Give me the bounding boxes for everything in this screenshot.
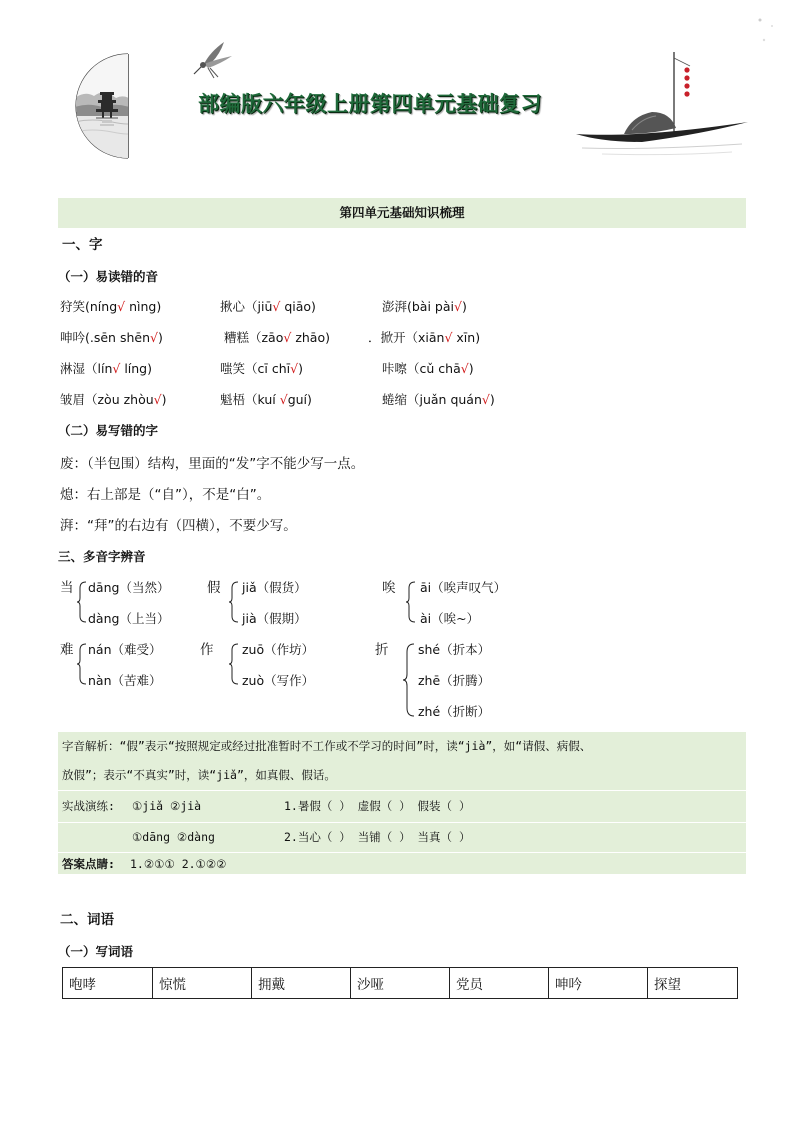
brace bbox=[228, 580, 240, 624]
word-cell: 呻吟 bbox=[549, 968, 648, 999]
poly-reading: jià（假期） bbox=[242, 611, 307, 626]
analysis-divider bbox=[58, 822, 746, 823]
pron-item: 淋湿（lín√ líng) bbox=[60, 361, 152, 376]
analysis-line-1: 字音解析：“假”表示“按照规定或经过批准暂时不工作或不学习的时间”时，读“jià”，如“请假、病假、 bbox=[62, 739, 592, 753]
poly-reading: nàn（苦难） bbox=[88, 673, 162, 688]
pron-item: 嗤笑（cī chī√) bbox=[220, 361, 303, 376]
analysis-divider bbox=[58, 790, 746, 791]
page-title: 部编版六年级上册第四单元基础复习 bbox=[198, 92, 542, 116]
writing-note-1: 废：（半包围）结构，里面的“发”字不能少写一点。 bbox=[60, 456, 365, 472]
pron-item: 皱眉（zòu zhòu√) bbox=[60, 392, 167, 407]
pron-row-1 bbox=[60, 298, 760, 318]
pron-item: 澎湃(bài pài√) bbox=[382, 299, 467, 314]
check-mark: √ bbox=[279, 392, 288, 407]
check-mark: √ bbox=[481, 392, 490, 407]
section-title: 第四单元基础知识梳理 bbox=[339, 205, 465, 220]
check-mark: √ bbox=[290, 361, 299, 376]
brace bbox=[405, 580, 417, 624]
pron-row-3 bbox=[60, 360, 760, 380]
practice-options-2: ①dāng ②dàng bbox=[132, 830, 215, 844]
poly-char: 难 bbox=[60, 642, 74, 658]
answer-label: 答案点睛: bbox=[62, 857, 115, 871]
practice-question-2: 2.当心（ ） 当铺（ ） 当真（ ） bbox=[284, 830, 471, 844]
check-mark: √ bbox=[112, 361, 121, 376]
part1-heading: 一、字 bbox=[62, 237, 103, 253]
check-mark: √ bbox=[150, 330, 158, 345]
part2-heading: 二、词语 bbox=[60, 912, 114, 928]
poly-reading: shé（折本） bbox=[418, 642, 491, 657]
poly-reading: nán（难受） bbox=[88, 642, 162, 657]
sub2-heading: （二）易写错的字 bbox=[58, 423, 159, 438]
poly-reading: jiǎ（假货） bbox=[242, 580, 307, 595]
pron-row-4 bbox=[60, 391, 760, 411]
writing-note-2: 熄：右上部是（“自”），不是“白”。 bbox=[60, 487, 271, 503]
brace bbox=[76, 642, 88, 686]
sub1-heading: （一）易读错的音 bbox=[58, 269, 159, 284]
analysis-line-2: 放假”；表示“不真实”时，读“jiǎ”，如真假、假话。 bbox=[62, 768, 336, 782]
poly-char: 当 bbox=[60, 580, 74, 596]
pron-item: 咔嚓（cǔ chā√) bbox=[382, 361, 474, 376]
poly-char: 唉 bbox=[382, 580, 396, 596]
pagoda-landscape-icon bbox=[72, 52, 132, 160]
table-row bbox=[63, 968, 738, 999]
analysis-divider bbox=[58, 852, 746, 853]
part2-sub1-heading: （一）写词语 bbox=[58, 944, 134, 959]
pron-row-2 bbox=[60, 329, 760, 349]
answer-text: 1.②①① 2.①②② bbox=[130, 857, 227, 871]
pron-item: 揪心（jiū√ qiāo) bbox=[220, 299, 316, 314]
word-cell: 拥戴 bbox=[252, 968, 351, 999]
check-mark: √ bbox=[153, 392, 162, 407]
writing-note-3: 湃：“拜”的右边有（四横），不要少写。 bbox=[60, 518, 297, 534]
poly-char: 假 bbox=[207, 580, 221, 596]
poly-reading: dàng（上当） bbox=[88, 611, 170, 626]
poly-reading: dāng（当然） bbox=[88, 580, 170, 595]
poly-reading: zuō（作坊） bbox=[242, 642, 315, 657]
check-mark: √ bbox=[283, 330, 292, 345]
check-mark: √ bbox=[272, 299, 281, 314]
sub3-heading: 三、多音字辨音 bbox=[58, 549, 146, 564]
poly-reading: zhé（折断） bbox=[418, 704, 491, 719]
page-decor-dots bbox=[752, 12, 782, 52]
check-mark: √ bbox=[460, 361, 469, 376]
pron-item: 呻吟(.sēn shēn√) bbox=[60, 330, 163, 345]
poly-reading: ài（唉~） bbox=[420, 611, 480, 626]
poly-char: 折 bbox=[375, 642, 389, 658]
word-cell: 沙哑 bbox=[351, 968, 450, 999]
pron-item: ．掀开（xiān√ xīn) bbox=[368, 330, 481, 345]
pron-item: 魁梧（kuí √guí) bbox=[220, 392, 312, 407]
pron-item: 糟糕（zāo√ zhāo) bbox=[224, 330, 330, 345]
check-mark: √ bbox=[454, 299, 462, 314]
poly-reading: āi（唉声叹气） bbox=[420, 580, 507, 595]
check-mark: √ bbox=[117, 299, 126, 314]
poly-char: 作 bbox=[200, 642, 214, 658]
practice-label: 实战演练: bbox=[62, 799, 115, 813]
pron-item: 狩笑(níng√ nìng) bbox=[60, 299, 162, 314]
boat-icon bbox=[572, 104, 754, 160]
check-mark: √ bbox=[444, 330, 453, 345]
pron-item: 蜷缩（juǎn quán√) bbox=[382, 392, 495, 407]
practice-question-1: 1.暑假（ ） 虚假（ ） 假装（ ） bbox=[284, 799, 471, 813]
brace bbox=[76, 580, 88, 624]
brace bbox=[228, 642, 240, 686]
poly-reading: zhē（折腾） bbox=[418, 673, 491, 688]
word-cell: 党员 bbox=[450, 968, 549, 999]
practice-options-1: ①jiǎ ②jià bbox=[132, 799, 202, 813]
word-cell: 咆哮 bbox=[63, 968, 153, 999]
brace bbox=[402, 642, 416, 718]
crane-icon bbox=[190, 38, 236, 80]
poly-reading: zuò（写作） bbox=[242, 673, 315, 688]
word-table bbox=[62, 967, 738, 999]
word-cell: 惊慌 bbox=[153, 968, 252, 999]
word-cell: 探望 bbox=[648, 968, 738, 999]
